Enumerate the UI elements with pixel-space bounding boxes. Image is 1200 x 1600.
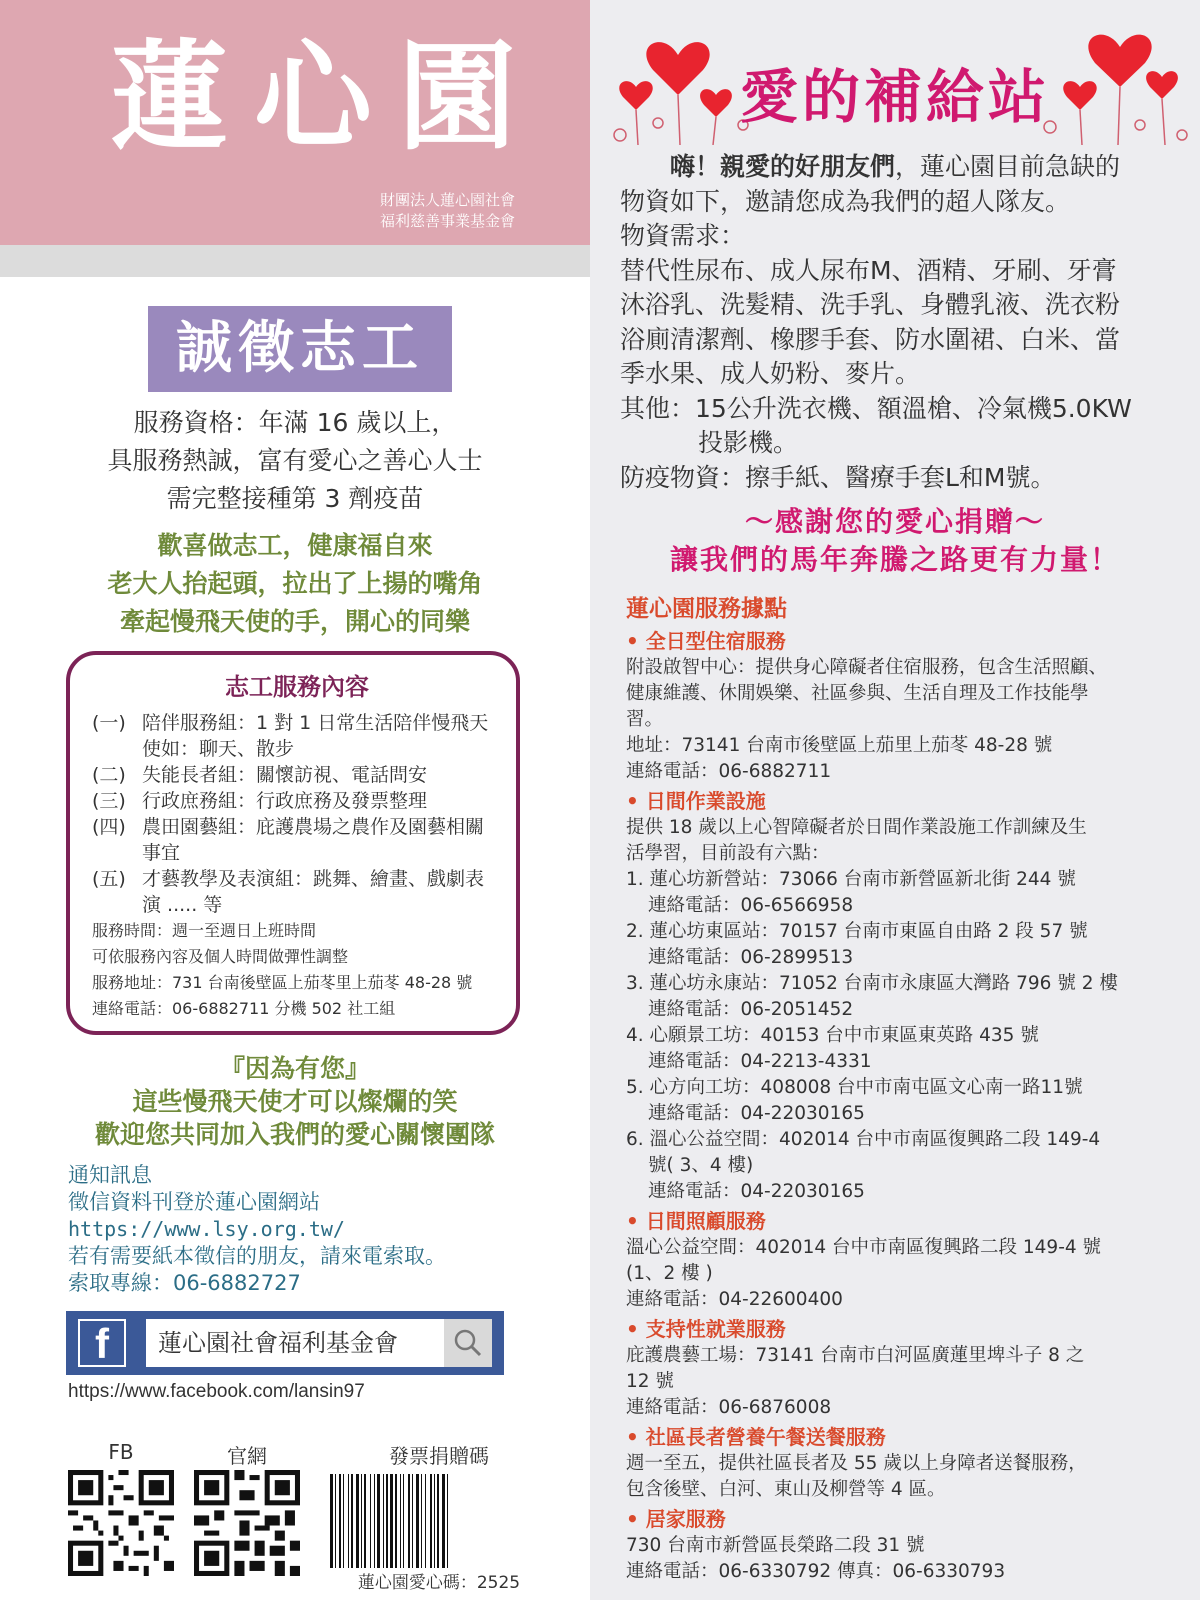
slogan-line: 牽起慢飛天使的手，開心的同樂	[119, 607, 470, 636]
other-line: 其他：15公升洗衣機、額溫槍、冷氣機5.0KW	[620, 393, 1132, 423]
qualification-line: 具服務熱誠，富有愛心之善心人士	[107, 446, 483, 475]
section-line: 730 台南市新營區長榮路二段 31 號	[626, 1535, 925, 1556]
brand-header	[0, 0, 590, 245]
site-phone: 連絡電話：06-2051452	[648, 999, 854, 1020]
site-line: 號( 3、4 樓)	[648, 1155, 754, 1176]
facebook-url[interactable]: https://www.facebook.com/lansin97	[68, 1381, 365, 1402]
needs-line: 季水果、成人奶粉、麥片。	[620, 359, 921, 388]
service-item: (三) 行政庶務組：行政庶務及發票整理	[92, 790, 428, 812]
section-title: • 社區長者營養午餐送餐服務	[626, 1425, 886, 1449]
facebook-search-field[interactable]	[146, 1319, 492, 1367]
section-line: 連絡電話：06-6330792 傳真：06-6330793	[626, 1561, 1006, 1582]
site-line: 5. 心方向工坊：408008 台中市南屯區文心南一路11號	[626, 1077, 1083, 1098]
invoice-barcode	[328, 1474, 550, 1568]
right-column	[590, 0, 1200, 1600]
site-line: 2. 蓮心坊東區站：70157 台南市東區自由路 2 段 57 號	[626, 921, 1088, 942]
slogan-line: 歡喜做志工，健康福自來	[157, 531, 433, 560]
site-phone: 連絡電話：04-2213-4331	[648, 1051, 872, 1072]
section-title: • 日間作業設施	[626, 789, 766, 813]
needs-line: 沐浴乳、洗髮精、洗手乳、身體乳液、洗衣粉	[620, 290, 1121, 319]
service-address: 服務地址：731 台南後壁區上茄苳里上茄苳 48-28 號	[92, 973, 473, 992]
because-line: 歡迎您共同加入我們的愛心關懷團隊	[94, 1120, 495, 1149]
section-line: 週一至五，提供社區長者及 55 歲以上身障者送餐服務，	[626, 1453, 1087, 1474]
site-line: 1. 蓮心坊新營站：73066 台南市新營區新北街 244 號	[626, 869, 1076, 890]
service-item: (一) 陪伴服務組：1 對 1 日常生活陪伴慢飛天使如：聊天、散步	[92, 712, 489, 760]
supply-title: 愛的補給站	[739, 63, 1050, 131]
site-line: 6. 溫心公益空間：402014 台中市南區復興路二段 149-4	[626, 1129, 1101, 1150]
section-line: 附設啟智中心：提供身心障礙者住宿服務，包含生活照顧、	[626, 657, 1108, 678]
needs-line: 浴廁清潔劑、橡膠手套、防水圍裙、白米、當	[620, 324, 1121, 354]
service-phone: 連絡電話：06-6882711 分機 502 社工組	[92, 999, 396, 1018]
intro-line: 嗨！親愛的好朋友們，蓮心園目前急缺的	[670, 152, 1121, 181]
search-button[interactable]	[444, 1319, 492, 1367]
section-title: • 支持性就業服務	[626, 1317, 786, 1341]
thanks-line: 讓我們的馬年奔騰之路更有力量！	[669, 543, 1120, 576]
section-line: 健康維護、休閒娛樂、社區參與、生活自理及工作技能學	[626, 683, 1089, 704]
facebook-search-bar	[66, 1311, 504, 1375]
section-line: (1、2 樓 )	[626, 1263, 713, 1284]
service-item: (四) 農田園藝組：庇護農場之農作及園藝相關事宜	[92, 816, 485, 864]
invoice-label: 發票捐贈碼	[389, 1444, 489, 1468]
section-line: 地址：73141 台南市後壁區上茄里上茄苳 48-28 號	[626, 735, 1053, 756]
slogan-line: 老大人抬起頭，拉出了上揚的嘴角	[107, 569, 483, 598]
section-title: • 全日型住宿服務	[626, 629, 786, 653]
website-qr-code	[194, 1470, 300, 1576]
thanks-message	[590, 503, 1200, 579]
locations-title: 蓮心園服務據點	[626, 596, 787, 622]
section-line: 包含後壁、白河、東山及柳營等 4 區。	[626, 1479, 946, 1500]
epidemic-line: 防疫物資：擦手紙、醫療手套L和M號。	[620, 462, 1056, 492]
brand-divider-strip	[0, 245, 590, 277]
org-name-line1: 財團法人蓮心園社會	[380, 191, 516, 209]
site-phone: 連絡電話：04-22030165	[648, 1103, 865, 1124]
service-time: 服務時間：週一至週日上班時間	[92, 921, 317, 940]
notice-line: 若有需要紙本徵信的朋友，請來電索取。	[68, 1244, 446, 1268]
section-title: • 居家服務	[626, 1507, 726, 1531]
because-of-you	[40, 1052, 550, 1151]
service-flex: 可依服務內容及個人時間做彈性調整	[92, 947, 349, 966]
qualifications	[40, 404, 550, 518]
notice-title: 通知訊息	[68, 1163, 152, 1187]
section-line: 習。	[626, 709, 664, 730]
qualification-line: 需完整接種第 3 劑疫苗	[166, 484, 424, 513]
section-line: 活學習，目前設有六點：	[626, 843, 830, 864]
fb-qr-code	[68, 1470, 174, 1576]
site-line: 3. 蓮心坊永康站：71052 台南市永康區大灣路 796 號 2 樓	[626, 973, 1118, 994]
section-line: 溫心公益空間：402014 台中市南區復興路二段 149-4 號	[626, 1237, 1102, 1258]
needs-line: 替代性尿布、成人尿布M、酒精、牙刷、牙膏	[620, 255, 1117, 285]
section-line: 連絡電話：06-6876008	[626, 1397, 832, 1418]
site-phone: 連絡電話：06-2899513	[648, 947, 854, 968]
because-line: 『因為有您』	[219, 1054, 370, 1083]
search-icon	[444, 1319, 492, 1367]
logo-calligraphy: 蓮心園	[110, 27, 543, 166]
section-line: 12 號	[626, 1371, 674, 1392]
section-line: 連絡電話：04-22600400	[626, 1289, 843, 1310]
site-line: 4. 心願景工坊：40153 台中市東區東英路 435 號	[626, 1025, 1039, 1046]
facebook-search-text: 蓮心園社會福利基金會	[158, 1329, 398, 1357]
needs-label: 物資需求：	[620, 221, 746, 250]
left-column	[0, 0, 590, 1600]
section-line: 提供 18 歲以上心智障礙者於日間作業設施工作訓練及生	[626, 817, 1087, 838]
service-item: (二) 失能長者組：關懷訪視、電話問安	[92, 764, 428, 786]
facebook-icon: f	[78, 1319, 126, 1367]
fb-qr-label: FB	[108, 1440, 134, 1464]
service-item: (五) 才藝教學及表演組：跳舞、繪畫、戲劇表演 ..... 等	[92, 868, 485, 916]
volunteer-slogan	[40, 527, 550, 641]
because-line: 這些慢飛天使才可以燦爛的笑	[132, 1087, 458, 1116]
org-name	[380, 190, 560, 232]
notice-phone: 索取專線：06-6882727	[68, 1271, 301, 1295]
service-locations	[626, 590, 1186, 1585]
section-line: 連絡電話：06-6882711	[626, 761, 832, 782]
recruit-title: 誠徵志工	[148, 306, 452, 392]
thanks-line: ～感謝您的愛心捐贈～	[744, 505, 1045, 538]
section-title: • 日間照顧服務	[626, 1209, 766, 1233]
other-line: 投影機。	[698, 428, 799, 457]
service-title: 志工服務內容	[225, 673, 369, 701]
supply-intro	[620, 150, 1180, 495]
notice-line: 徵信資料刊登於蓮心園網站	[68, 1190, 320, 1214]
barcode-caption: 蓮心園愛心碼：2525	[357, 1573, 521, 1593]
site-phone: 連絡電話：06-6566958	[648, 895, 854, 916]
service-content-box	[66, 651, 520, 1035]
qualification-line: 服務資格：年滿 16 歲以上，	[133, 408, 457, 437]
site-phone: 連絡電話：04-22030165	[648, 1181, 865, 1202]
notice	[68, 1162, 578, 1297]
intro-line: 物資如下，邀請您成為我們的超人隊友。	[620, 186, 1071, 216]
section-line: 庇護農藝工場：73141 台南市白河區廣蓮里埤斗子 8 之	[626, 1345, 1085, 1366]
site-qr-label: 官網	[227, 1444, 267, 1468]
org-name-line2: 福利慈善事業基金會	[380, 212, 516, 230]
website-link[interactable]: https://www.lsy.org.tw/	[68, 1217, 345, 1241]
